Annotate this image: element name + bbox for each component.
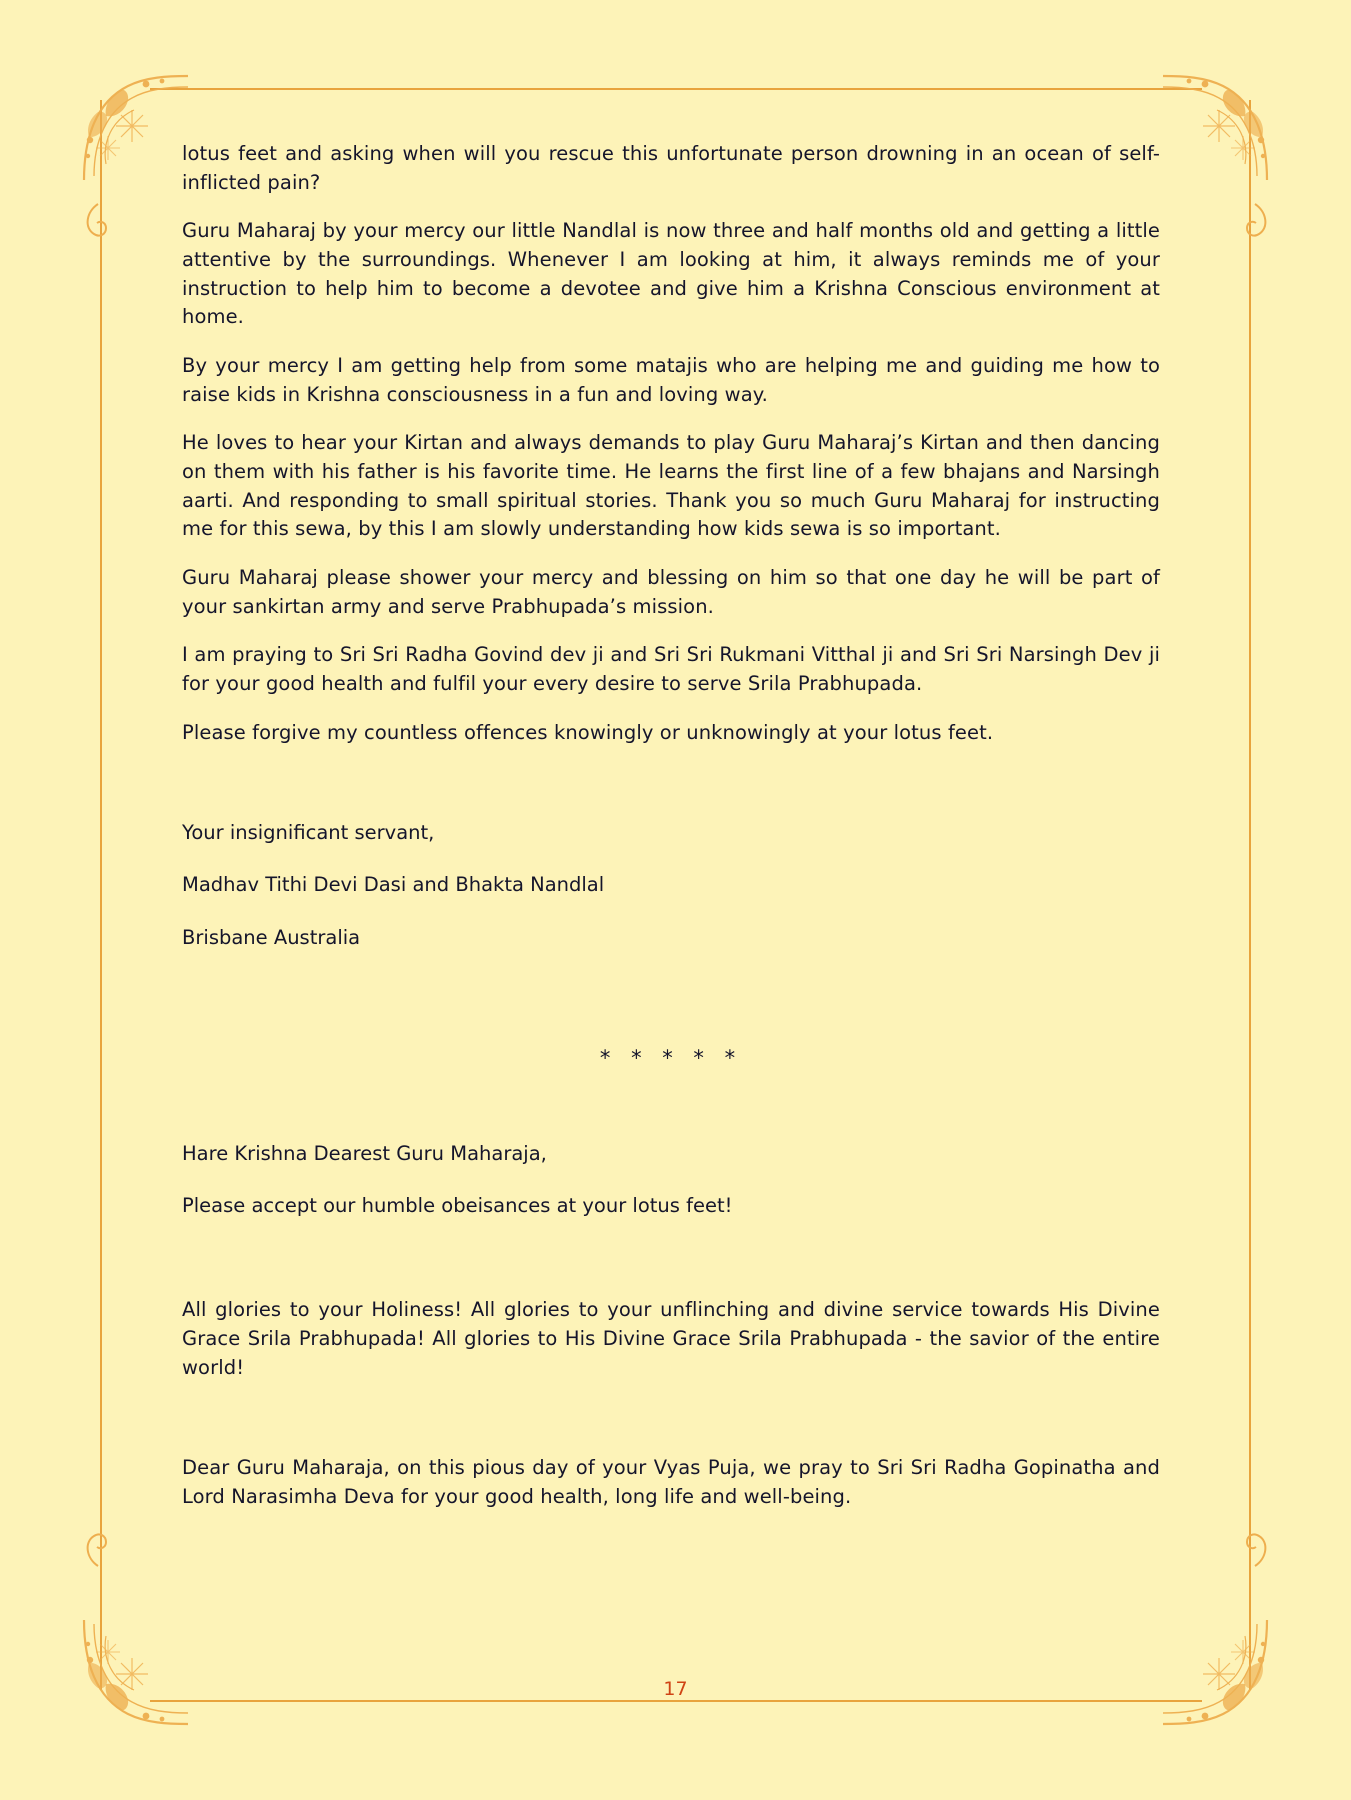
side-flourish-icon — [78, 200, 118, 270]
signature-line: Brisbane Australia — [182, 925, 361, 949]
spacer — [182, 1244, 1160, 1296]
letter-body — [182, 140, 1160, 1532]
letter-obeisances: Please accept our humble obeisances at your lotus feet! — [182, 1194, 733, 1218]
paragraph: He loves to hear your Kirtan and always demands to play Guru Maharaj’s Kirtan and then dancing on them with his father is his favorite time. He learns the first line of a few bhajans and Narsingh aarti. And responding to small spiritual stories. Thank you so much Guru Maharaj for instructing me for this sewa, by this I am slowly understanding how kids sewa is so important. — [182, 431, 1160, 541]
paragraph: Dear Guru Maharaja, on this pious day of your Vyas Puja, we pray to Sri Sri Radha Gopinatha and Lord Narasimha Deva for your good health, long life and well-being. — [182, 1456, 1160, 1509]
paragraph: Guru Maharaj please shower your mercy and blessing on him so that one day he will be part of your sankirtan army and serve Prabhupada’s mission. — [182, 565, 1160, 618]
paragraph: All glories to your Holiness! All glories to your unflinching and divine service towards His Divine Grace Srila Prabhupada! All glories to His Divine Grace Srila Prabhupada - the savior of the entire world! — [182, 1298, 1160, 1379]
signature-line: Your insignificant servant, — [182, 821, 435, 845]
border-line-top — [150, 88, 1202, 90]
letter-greeting: Hare Krishna Dearest Guru Maharaja, — [182, 1141, 547, 1165]
spacer — [182, 1402, 1160, 1454]
paragraph: lotus feet and asking when will you rescue this unfortunate person drowning in an ocean of self-inflicted pain? — [182, 142, 1160, 194]
border-line-right — [1249, 100, 1251, 1690]
corner-ornament-icon — [76, 1612, 196, 1732]
paragraph: By your mercy I am getting help from some matajis who are helping me and guiding me how to raise kids in Krishna consciousness in a fun and loving way. — [182, 353, 1160, 406]
section-divider: * * * * * — [599, 1045, 743, 1070]
corner-ornament-icon — [76, 68, 196, 188]
spacer — [182, 976, 1160, 1046]
page-number: 17 — [663, 1678, 688, 1700]
corner-ornament-icon — [1155, 1612, 1275, 1732]
border-line-left — [100, 100, 102, 1690]
side-flourish-icon — [1235, 200, 1275, 270]
paragraph: Guru Maharaj by your mercy our little Nandlal is now three and half months old and getting a little attentive by the surroundings. Whenever I am looking at him, it always reminds me of your instruction to help him to become a devotee and give him a Krishna Conscious environment at home. — [182, 219, 1160, 329]
corner-ornament-icon — [1155, 68, 1275, 188]
side-flourish-icon — [78, 1500, 118, 1570]
border-line-bottom — [150, 1700, 1202, 1702]
spacer — [182, 767, 1160, 819]
side-flourish-icon — [1235, 1500, 1275, 1570]
signature-line: Madhav Tithi Devi Dasi and Bhakta Nandlal — [182, 873, 605, 897]
paragraph: I am praying to Sri Sri Radha Govind dev ji and Sri Sri Rukmani Vitthal ji and Sri Sri Narsingh Dev ji for your good health and fulfil your every desire to serve Srila Prabhupada. — [182, 643, 1160, 695]
paragraph: Please forgive my countless offences knowingly or unknowingly at your lotus feet. — [182, 720, 994, 744]
spacer — [182, 1070, 1160, 1140]
